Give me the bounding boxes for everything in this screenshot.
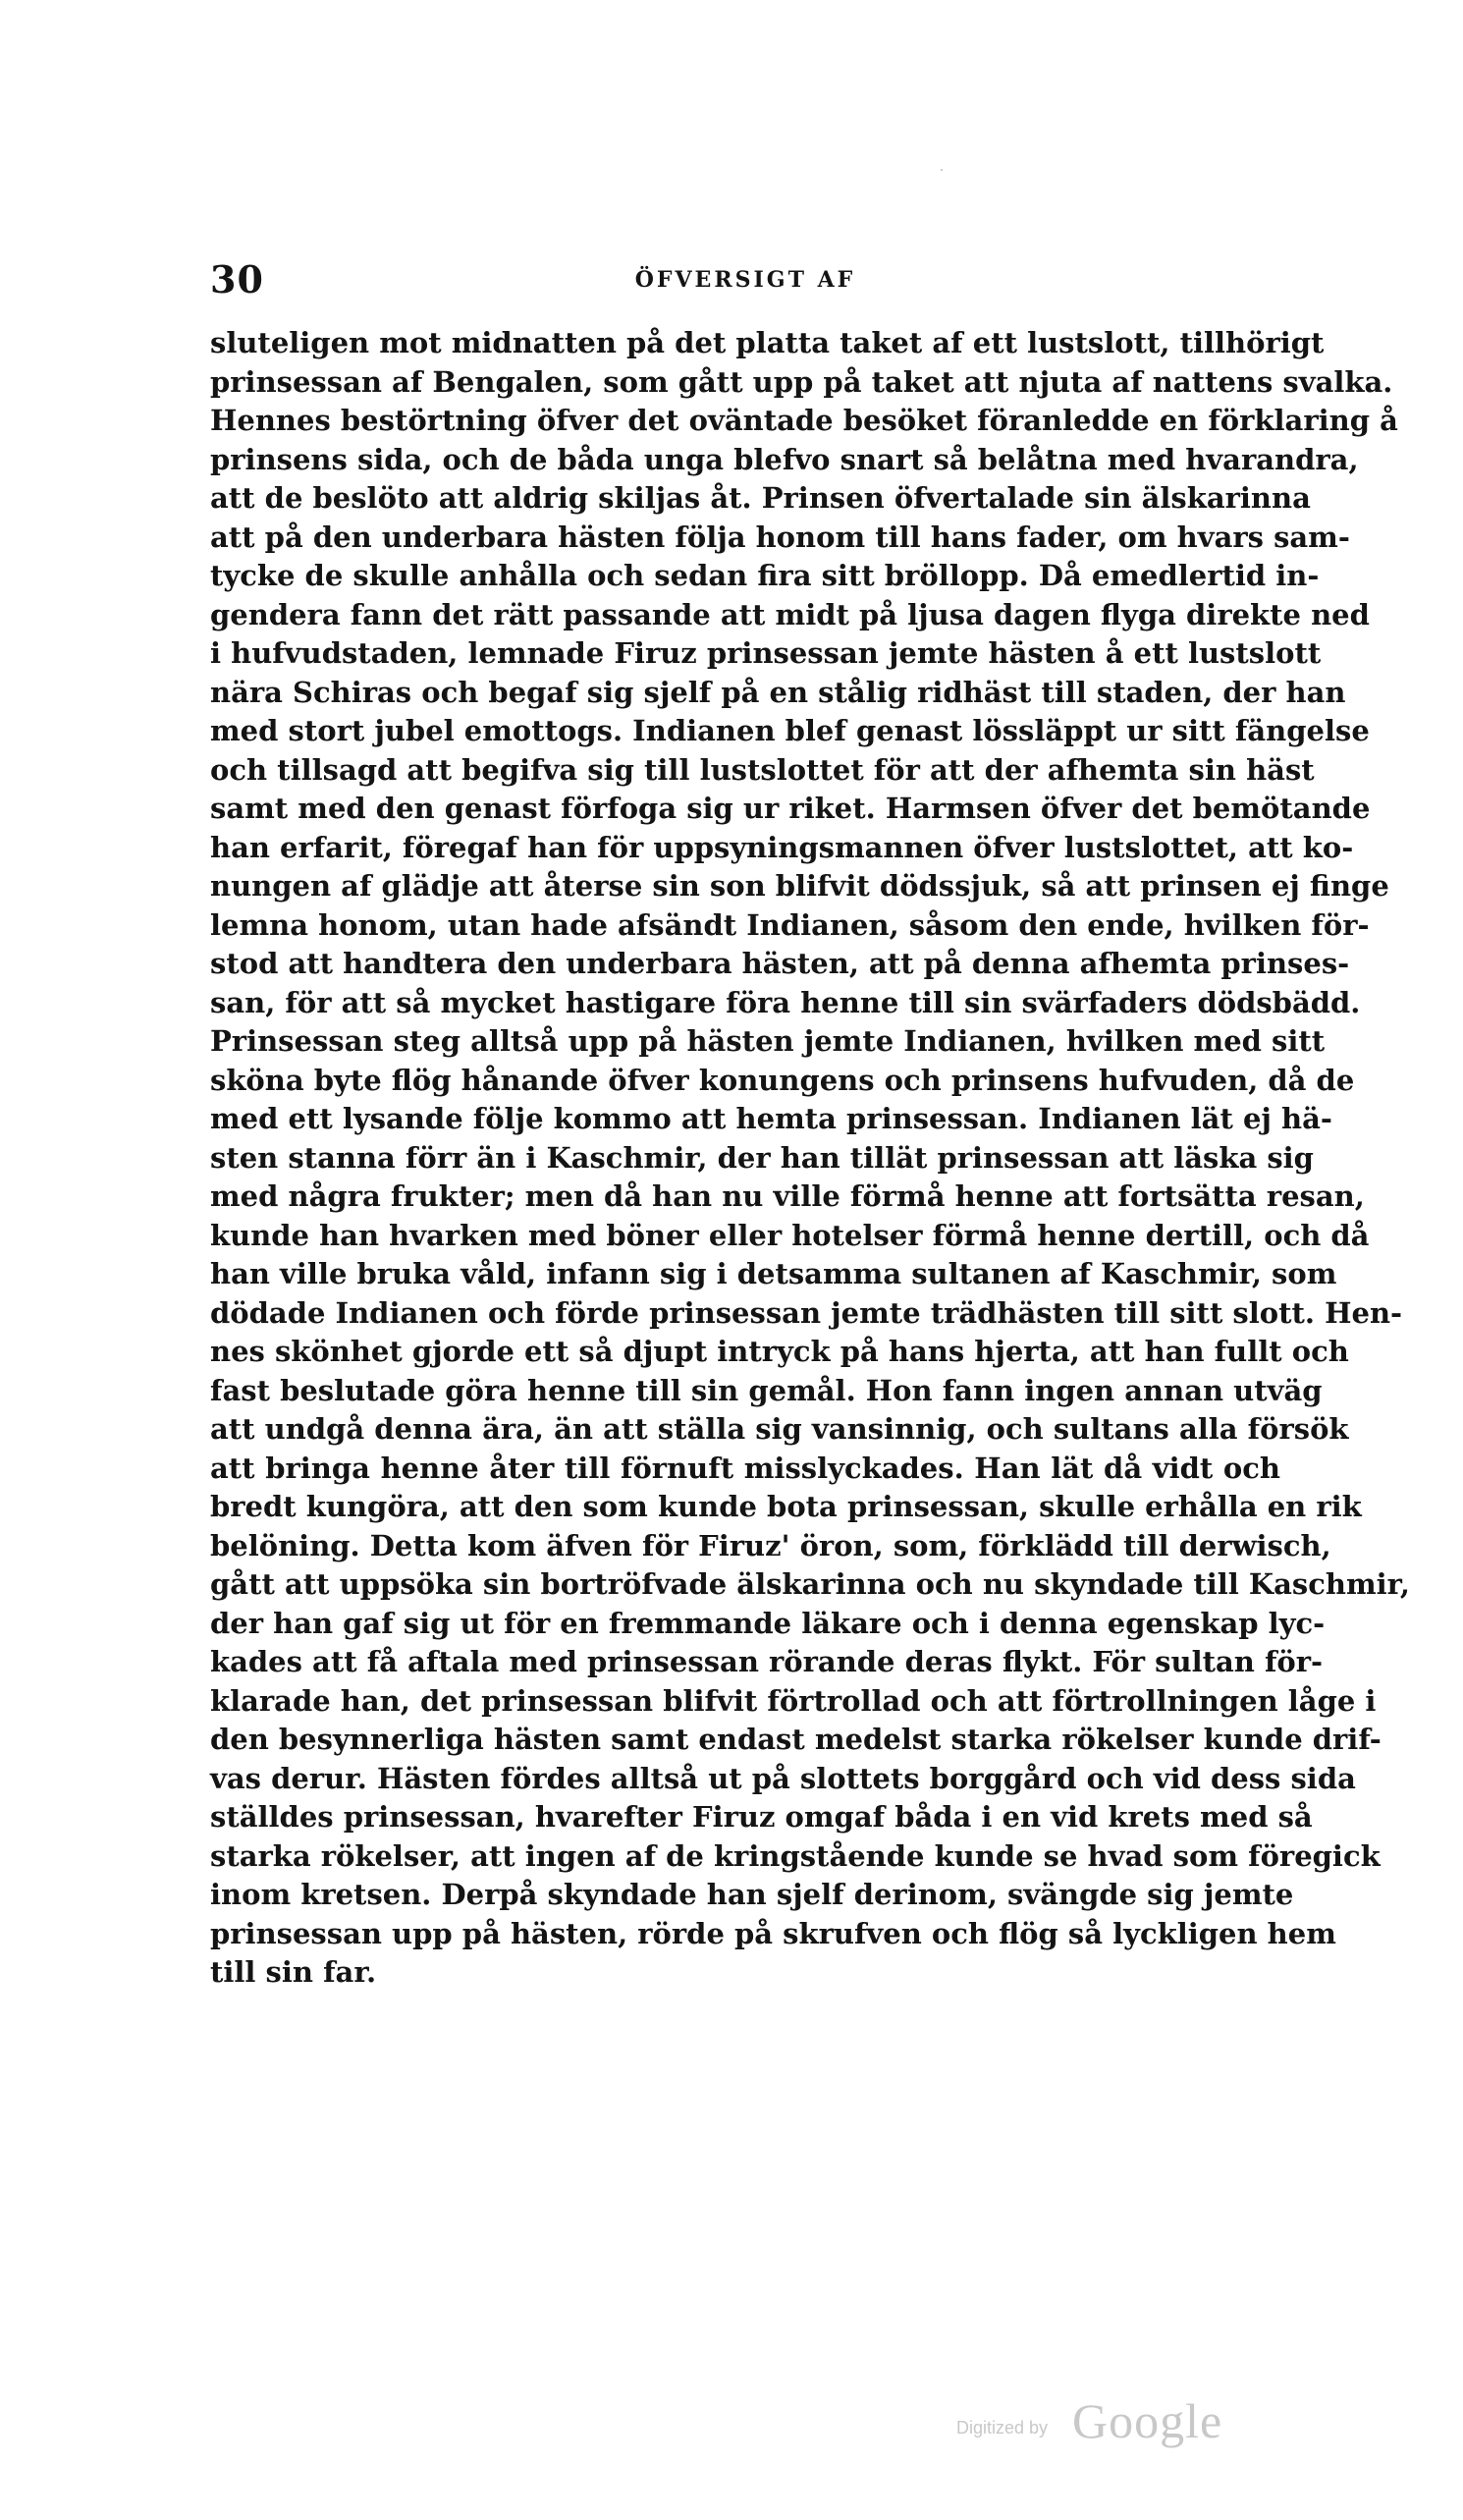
text-line: fast beslutade göra henne till sin gemål. Hon fann ingen annan utväg bbox=[210, 1373, 1323, 1407]
text-line: der han gaf sig ut för en fremmande läkare och i denna egenskap lyc- bbox=[210, 1606, 1326, 1640]
text-line: tycke de skulle anhålla och sedan fira sitt bröllopp. Då emedlertid in- bbox=[210, 559, 1320, 592]
text-line: kades att få aftala med prinsessan rörande deras flykt. För sultan för- bbox=[210, 1645, 1324, 1678]
text-line: nes skönhet gjorde ett så djupt intryck på hans hjerta, att han fullt och bbox=[210, 1335, 1349, 1368]
running-title: ÖFVERSIGT AF bbox=[634, 267, 856, 293]
text-line: att bringa henne åter till förnuft misslyckades. Han lät då vidt och bbox=[210, 1451, 1280, 1485]
text-line: belöning. Detta kom äfven för Firuz' öron, som, förklädd till derwisch, bbox=[210, 1528, 1331, 1562]
text-line: prinsessan af Bengalen, som gått upp på taket att njuta af nattens svalka. bbox=[210, 364, 1393, 399]
text-line: i hufvudstaden, lemnade Firuz prinsessan jemte hästen å ett lustslott bbox=[210, 636, 1322, 670]
text-line: prinsens sida, och de båda unga blefvo snart så belåtna med hvarandra, bbox=[210, 442, 1359, 476]
text-line: prinsessan upp på hästen, rörde på skrufven och flög så lyckligen hem bbox=[210, 1916, 1336, 1950]
google-logo: Google bbox=[1072, 2393, 1223, 2448]
text-line: klarade han, det prinsessan blifvit förtrollad och att förtrollningen låge i bbox=[210, 1683, 1377, 1718]
text-line: lemna honom, utan hade afsändt Indianen, såsom den ende, hvilken för- bbox=[210, 907, 1370, 942]
text-line: Hennes bestörtning öfver det oväntade besöket föranledde en förklaring å bbox=[210, 404, 1398, 437]
text-line: dödade Indianen och förde prinsessan jemte trädhästen till sitt slott. Hen- bbox=[210, 1295, 1403, 1330]
text-line: kunde han hvarken med böner eller hotelser förmå henne dertill, och då bbox=[210, 1218, 1370, 1252]
text-line: han erfarit, föregaf han för uppsyningsmannen öfver lustslottet, att ko- bbox=[210, 830, 1354, 864]
text-line: sten stanna förr än i Kaschmir, der han tillät prinsessan att läska sig bbox=[210, 1140, 1314, 1175]
text-line: med några frukter; men då han nu ville förmå henne att fortsätta resan, bbox=[210, 1179, 1365, 1213]
text-line: att undgå denna ära, än att ställa sig vansinnig, och sultans alla försök bbox=[210, 1412, 1349, 1446]
text-line: att på den underbara hästen följa honom till hans fader, om hvars sam- bbox=[210, 520, 1350, 554]
text-line: san, för att så mycket hastigare föra henne till sin svärfaders dödsbädd. bbox=[210, 985, 1361, 1019]
text-line: nungen af glädje att återse sin son blifvit dödssjuk, så att prinsen ej finge bbox=[210, 869, 1389, 903]
text-line: ställdes prinsessan, hvarefter Firuz omgaf båda i en vid krets med så bbox=[210, 1800, 1313, 1834]
text-line: vas derur. Hästen fördes alltså ut på slottets borggård och vid dess sida bbox=[210, 1761, 1356, 1795]
text-line: gått att uppsöka sin bortröfvade älskarinna och nu skyndade till Kaschmir, bbox=[210, 1567, 1410, 1601]
text-line: att de beslöto att aldrig skiljas åt. Prinsen öfvertalade sin älskarinna bbox=[210, 481, 1311, 515]
text-line: han ville bruka våld, infann sig i detsamma sultanen af Kaschmir, som bbox=[210, 1257, 1337, 1290]
text-line: den besynnerliga hästen samt endast medelst starka rökelser kunde drif- bbox=[210, 1723, 1382, 1756]
text-line: med ett lysande följe kommo att hemta prinsessan. Indianen lät ej hä- bbox=[210, 1102, 1332, 1135]
text-line: Prinsessan steg alltså upp på hästen jemte Indianen, hvilken med sitt bbox=[210, 1024, 1326, 1058]
watermark-prefix: Digitized by bbox=[956, 2418, 1049, 2438]
digitized-watermark bbox=[956, 2392, 1280, 2451]
text-line: till sin far. bbox=[210, 1955, 377, 1989]
body-paragraph bbox=[210, 324, 1410, 1993]
text-line: med stort jubel emottogs. Indianen blef genast lössläppt ur sitt fängelse bbox=[210, 714, 1370, 747]
text-line: samt med den genast förfoga sig ur riket. Harmsen öfver det bemötande bbox=[210, 792, 1371, 825]
text-line: nära Schiras och begaf sig sjelf på en stålig ridhäst till staden, der han bbox=[210, 675, 1346, 709]
text-line: gendera fann det rätt passande att midt på ljusa dagen flyga direkte ned bbox=[210, 597, 1370, 631]
text-line: bredt kungöra, att den som kunde bota prinsessan, skulle erhålla en rik bbox=[210, 1490, 1362, 1523]
text-line: stod att handtera den underbara hästen, att på denna afhemta prinses- bbox=[210, 947, 1350, 980]
running-head bbox=[210, 257, 1280, 304]
text-line: starka rökelser, att ingen af de kringstående kunde se hvad som föregick bbox=[210, 1838, 1381, 1873]
text-line: sluteligen mot midnatten på det platta taket af ett lustslott, tillhörigt bbox=[210, 326, 1325, 359]
text-line: inom kretsen. Derpå skyndade han sjelf derinom, svängde sig jemte bbox=[210, 1878, 1294, 1911]
text-line: och tillsagd att begifva sig till lustslottet för att der afhemta sin häst bbox=[210, 752, 1315, 787]
page-number: 30 bbox=[210, 257, 264, 301]
text-line: sköna byte flög hånande öfver konungens och prinsens hufvuden, då de bbox=[210, 1063, 1355, 1097]
paper-speck bbox=[941, 169, 943, 171]
